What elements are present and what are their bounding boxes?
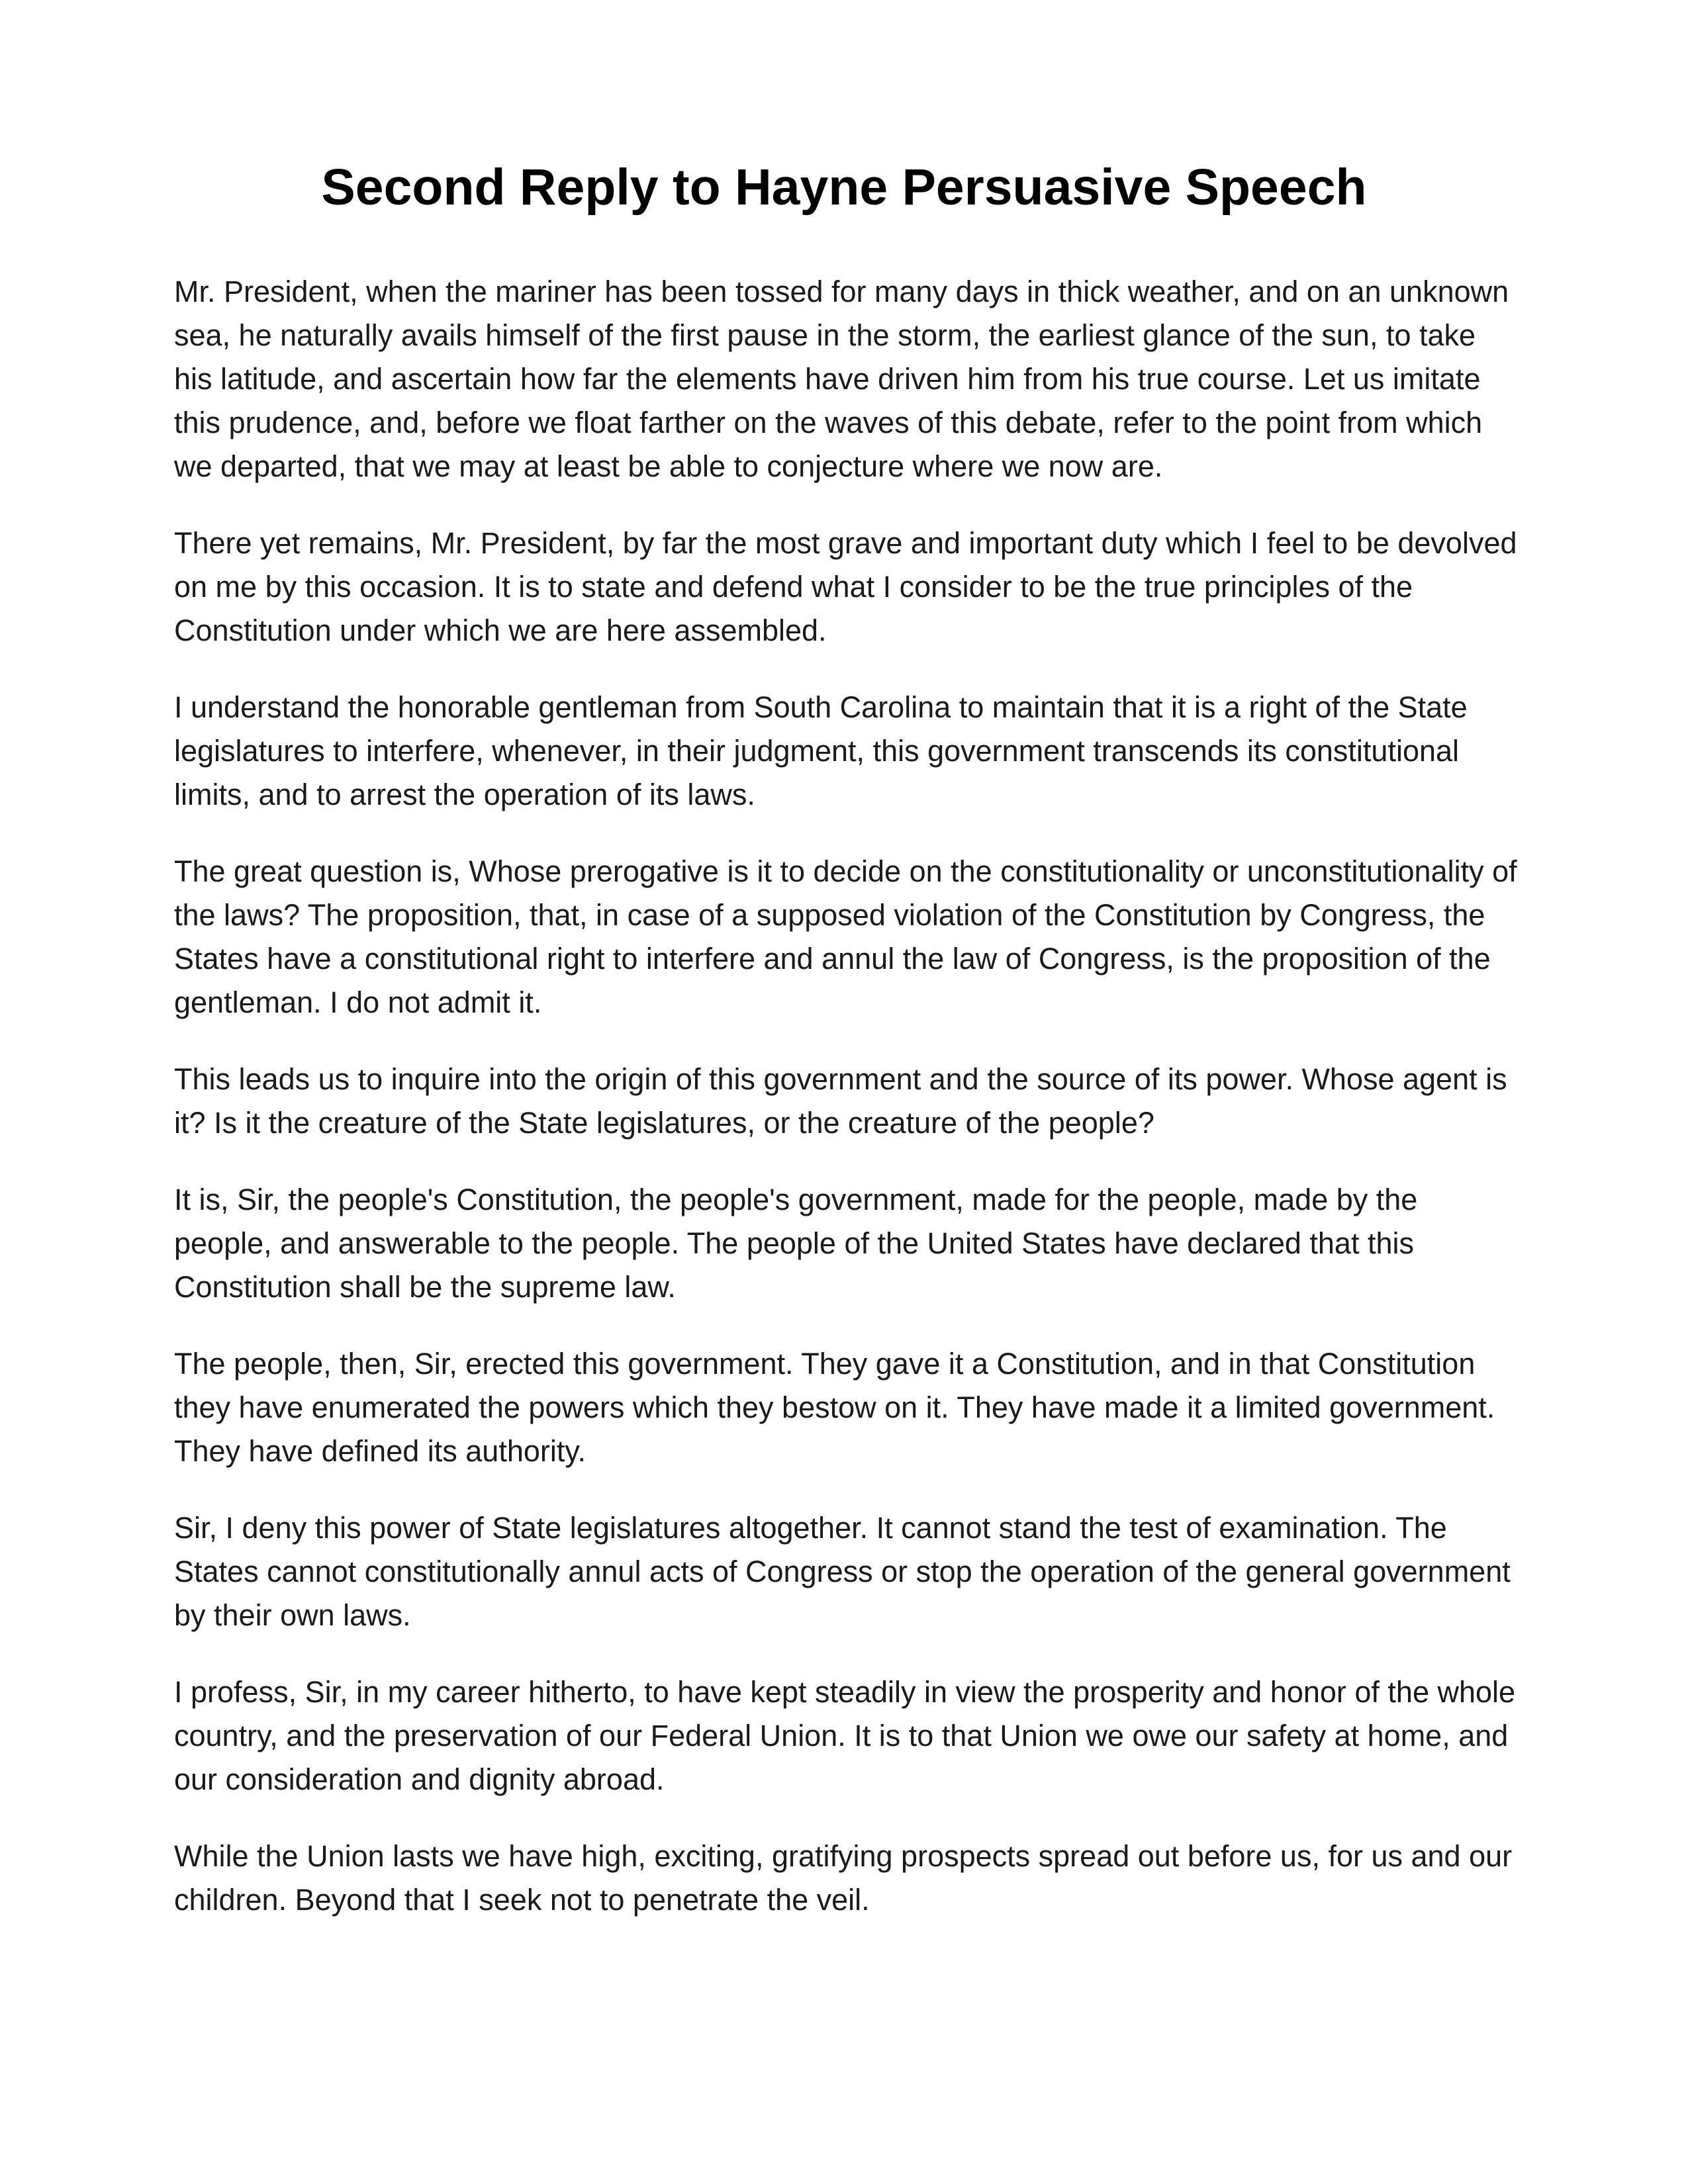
paragraph-4: The great question is, Whose prerogative is it to decide on the constitutionality or unconstitutionality of the laws? The proposition, that, in case of a supposed violation of the Constitution by Congress, the States have a constitutional right to interfere and annul the law of Congress, is the proposition of the gentleman. I do not admit it. bbox=[174, 854, 1517, 1019]
paragraph-2: There yet remains, Mr. President, by far the most grave and important duty which I feel to be devolved on me by this occasion. It is to state and defend what I consider to be the true principles of the Constitution under which we are here assembled. bbox=[174, 526, 1517, 647]
paragraph-6: It is, Sir, the people's Constitution, the people's government, made for the people, made by the people, and answerable to the people. The people of the United States have declared that this Constitution shall be the supreme law. bbox=[174, 1183, 1418, 1304]
paragraph-3: I understand the honorable gentleman from South Carolina to maintain that it is a right of the State legislatures to interfere, whenever, in their judgment, this government transcends its constitutional limits, and to arrest the operation of its laws. bbox=[174, 690, 1468, 811]
document-title: Second Reply to Hayne Persuasive Speech bbox=[321, 159, 1367, 216]
paragraph-7: The people, then, Sir, erected this government. They gave it a Constitution, and in that Constitution they have enumerated the powers which they bestow on it. They have made it a limited government. They have defined its authority. bbox=[174, 1347, 1495, 1468]
paragraph-1: Mr. President, when the mariner has been tossed for many days in thick weather, and on an unknown sea, he naturally avails himself of the first pause in the storm, the earliest glance of the sun, to take his latitude, and ascertain how far the elements have driven him from his true course. Let us imitate this prudence, and, before we float farther on the waves of this debate, refer to the point from which we departed, that we may at least be able to conjecture where we now are. bbox=[174, 275, 1509, 483]
paragraph-10: While the Union lasts we have high, exciting, gratifying prospects spread out before us, for us and our children. Beyond that I seek not to penetrate the veil. bbox=[174, 1839, 1513, 1917]
paragraph-9: I profess, Sir, in my career hitherto, to have kept steadily in view the prosperity and honor of the whole country, and the preservation of our Federal Union. It is to that Union we owe our safety at home, and our consideration and dignity abroad. bbox=[174, 1675, 1516, 1796]
paragraph-5: This leads us to inquire into the origin of this government and the source of its power. Whose agent is it? Is it the creature of the State legislatures, or the creature of the people? bbox=[174, 1062, 1507, 1140]
document-body bbox=[174, 270, 1518, 1955]
paragraph-8: Sir, I deny this power of State legislatures altogether. It cannot stand the test of examination. The States cannot constitutionally annul acts of Congress or stop the operation of the general government by their own laws. bbox=[174, 1511, 1511, 1632]
